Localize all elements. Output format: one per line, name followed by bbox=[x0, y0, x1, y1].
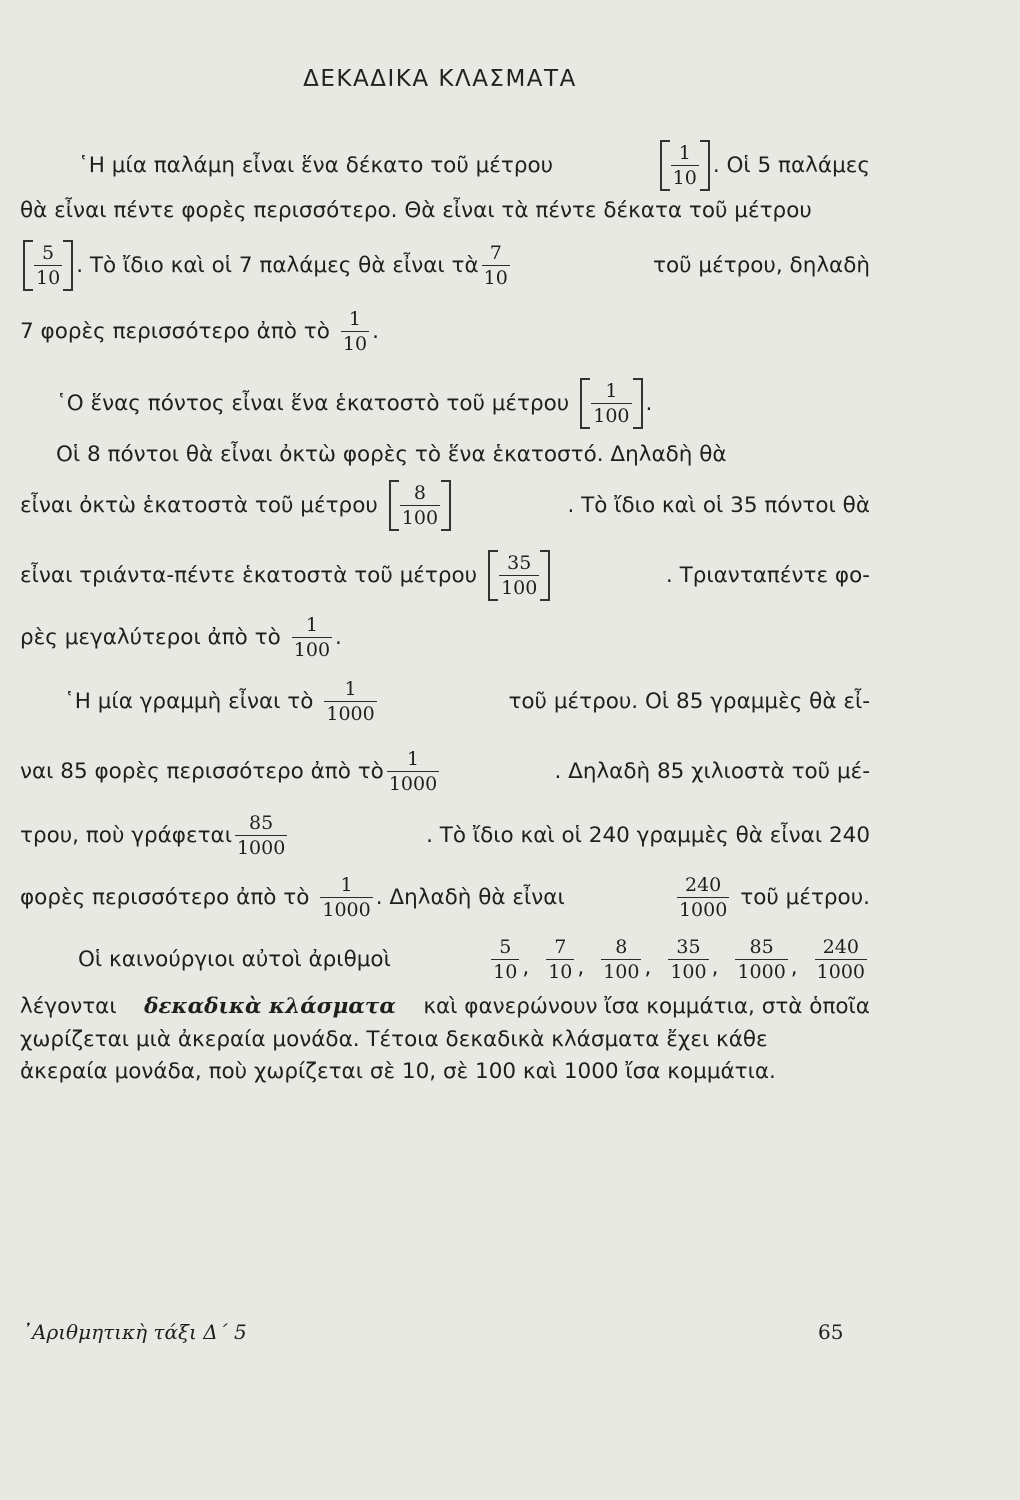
bracket-fraction bbox=[660, 140, 710, 191]
fraction bbox=[292, 614, 332, 661]
fraction bbox=[400, 482, 440, 529]
text: τοῦ μέτρου, δηλαδὴ bbox=[653, 252, 870, 278]
fraction bbox=[499, 552, 539, 599]
p4-line1 bbox=[20, 936, 870, 983]
fraction bbox=[668, 936, 708, 983]
list-fraction bbox=[598, 936, 651, 983]
text: 7 φορὲς περισσότερο ἀπὸ τὸ bbox=[20, 318, 330, 344]
text: εἶναι ὀκτὼ ἑκατοστὰ τοῦ μέτρου bbox=[20, 492, 378, 518]
fraction bbox=[235, 812, 287, 859]
fraction bbox=[735, 936, 787, 983]
text: θὰ εἶναι πέντε φορὲς περισσότερο. Θὰ εἶναι τὰ πέντε δέκατα τοῦ μέτρου bbox=[20, 198, 812, 223]
text: . Δηλαδὴ θὰ εἶναι bbox=[375, 884, 565, 910]
emphasized-term: δεκαδικὰ κλάσματα bbox=[144, 994, 396, 1019]
text: . Δηλαδὴ 85 χιλιοστὰ τοῦ μέ- bbox=[554, 758, 870, 784]
fraction-denominator: 100 bbox=[603, 961, 640, 983]
page-title: ΔΕΚΑΔΙΚΑ ΚΛΑΣΜΑΤΑ bbox=[303, 66, 577, 92]
fraction-numerator: 1 bbox=[605, 380, 618, 402]
fraction-numerator: 35 bbox=[676, 936, 701, 958]
text: ναι 85 φορὲς περισσότερο ἀπὸ τὸ bbox=[20, 758, 384, 784]
p2-line2 bbox=[20, 440, 870, 470]
fraction-numerator: 1 bbox=[344, 678, 357, 700]
fraction-denominator: 10 bbox=[493, 961, 518, 983]
list-fraction bbox=[732, 936, 797, 983]
separator: , bbox=[577, 955, 585, 980]
fraction bbox=[387, 748, 439, 795]
separator: , bbox=[522, 955, 530, 980]
text: εἶναι τριάντα-πέντε ἑκατοστὰ τοῦ μέτρου bbox=[20, 562, 478, 588]
fraction bbox=[815, 936, 867, 983]
text: . Τριανταπέντε φο- bbox=[665, 562, 870, 588]
fraction-denominator: 10 bbox=[342, 333, 368, 355]
p4-line4 bbox=[20, 1057, 870, 1087]
list-fraction bbox=[665, 936, 718, 983]
fraction-denominator: 100 bbox=[593, 405, 630, 427]
list-fraction bbox=[488, 936, 529, 983]
fraction-list bbox=[474, 936, 870, 983]
text: ἀκεραία μονάδα, ποὺ χωρίζεται σὲ 10, σὲ 100 καὶ 1000 ἴσα κομμάτια. bbox=[20, 1059, 776, 1084]
p2-line3 bbox=[20, 480, 870, 531]
text: τρου, ποὺ γράφεται bbox=[20, 822, 232, 848]
text: ρὲς μεγαλύτεροι ἀπὸ τὸ bbox=[20, 624, 281, 650]
list-fraction bbox=[812, 936, 870, 983]
text: καὶ φανερώνουν ἴσα κομμάτια, στὰ ὁποῖα bbox=[423, 994, 870, 1019]
p3-line3 bbox=[20, 812, 870, 859]
text: . bbox=[645, 390, 653, 416]
fraction bbox=[671, 142, 699, 189]
bracket-fraction bbox=[488, 550, 550, 601]
fraction bbox=[677, 874, 729, 921]
fraction-denominator: 1000 bbox=[816, 961, 865, 983]
separator: , bbox=[644, 955, 652, 980]
p3-line4 bbox=[20, 874, 870, 921]
p1-line3 bbox=[20, 240, 870, 291]
fraction-denominator: 1000 bbox=[322, 899, 371, 921]
fraction bbox=[320, 874, 372, 921]
fraction-numerator: 7 bbox=[554, 936, 567, 958]
text: φορὲς περισσότερο ἀπὸ τὸ bbox=[20, 884, 310, 910]
fraction-denominator: 100 bbox=[401, 507, 439, 529]
fraction bbox=[482, 242, 510, 289]
list-fraction bbox=[543, 936, 584, 983]
text: χωρίζεται μιὰ ἀκεραία μονάδα. Τέτοια δεκαδικὰ κλάσματα ἔχει κάθε bbox=[20, 1027, 768, 1052]
p3-line1 bbox=[20, 678, 870, 725]
fraction-denominator: 10 bbox=[548, 961, 573, 983]
separator: , bbox=[711, 955, 719, 980]
text: . Τὸ ἴδιο καὶ οἱ 7 παλάμες θὰ εἶναι τὰ bbox=[76, 252, 479, 278]
p1-line4 bbox=[20, 308, 870, 355]
fraction-denominator: 1000 bbox=[737, 961, 786, 983]
text: . Τὸ ἴδιο καὶ οἱ 240 γραμμὲς θὰ εἶναι 240 bbox=[426, 822, 870, 848]
text: τοῦ μέτρου. Οἱ 85 γραμμὲς θὰ εἶ- bbox=[508, 688, 870, 714]
fraction-numerator: 1 bbox=[305, 614, 318, 636]
fraction-denominator: 10 bbox=[483, 267, 508, 289]
p4-line2 bbox=[20, 992, 870, 1022]
fraction-numerator: 8 bbox=[413, 482, 426, 504]
p1-line2 bbox=[20, 196, 870, 226]
fraction-numerator: 1 bbox=[678, 142, 691, 164]
fraction-denominator: 1000 bbox=[236, 837, 286, 859]
text: ῾Η μία παλάμη εἶναι ἕνα δέκατο τοῦ μέτρου bbox=[78, 152, 554, 178]
fraction-numerator: 7 bbox=[489, 242, 502, 264]
fraction-denominator: 10 bbox=[36, 267, 61, 289]
text: . bbox=[335, 624, 342, 650]
fraction bbox=[546, 936, 574, 983]
text: ῾Ο ἕνας πόντος εἶναι ἕνα ἑκατοστὸ τοῦ μέτρου bbox=[56, 390, 570, 416]
p3-line2 bbox=[20, 748, 870, 795]
p2-line5 bbox=[20, 614, 870, 661]
fraction bbox=[341, 308, 369, 355]
text: . bbox=[372, 318, 379, 344]
fraction-numerator: 35 bbox=[507, 552, 532, 574]
text: Οἱ καινούργιοι αὐτοὶ ἀριθμοὶ bbox=[78, 946, 391, 972]
footer-book-title: ᾿Αριθμητικὴ τάξι Δ΄ 5 bbox=[22, 1320, 247, 1344]
fraction-numerator: 5 bbox=[499, 936, 512, 958]
fraction bbox=[34, 242, 62, 289]
fraction-numerator: 1 bbox=[406, 748, 420, 770]
fraction-denominator: 1000 bbox=[326, 703, 375, 725]
text: τοῦ μέτρου. bbox=[740, 884, 870, 910]
fraction-numerator: 1 bbox=[340, 874, 353, 896]
fraction-denominator: 1000 bbox=[388, 773, 438, 795]
fraction bbox=[601, 936, 641, 983]
page-number: 65 bbox=[818, 1320, 844, 1344]
fraction-numerator: 5 bbox=[42, 242, 55, 264]
bracket-fraction bbox=[389, 480, 451, 531]
p2-line1 bbox=[20, 378, 870, 429]
fraction bbox=[491, 936, 519, 983]
text: . Οἱ 5 παλάμες bbox=[712, 152, 870, 178]
p1-line1 bbox=[20, 140, 870, 191]
fraction-numerator: 85 bbox=[749, 936, 774, 958]
text: . Τὸ ἴδιο καὶ οἱ 35 πόντοι θὰ bbox=[567, 492, 870, 518]
fraction-denominator: 10 bbox=[672, 167, 697, 189]
fraction-numerator: 85 bbox=[249, 812, 274, 834]
separator: , bbox=[790, 955, 798, 980]
bracket-fraction bbox=[580, 378, 642, 429]
fraction-numerator: 1 bbox=[348, 308, 362, 330]
p4-line3 bbox=[20, 1025, 870, 1055]
fraction-numerator: 240 bbox=[684, 874, 722, 896]
fraction-denominator: 100 bbox=[670, 961, 707, 983]
p2-line4 bbox=[20, 550, 870, 601]
fraction-numerator: 8 bbox=[615, 936, 628, 958]
fraction-numerator: 240 bbox=[822, 936, 859, 958]
fraction-denominator: 1000 bbox=[678, 899, 728, 921]
fraction bbox=[591, 380, 631, 427]
bracket-fraction bbox=[23, 240, 73, 291]
fraction-denominator: 100 bbox=[293, 639, 331, 661]
fraction bbox=[324, 678, 376, 725]
fraction-denominator: 100 bbox=[501, 577, 538, 599]
text: λέγονται bbox=[20, 994, 117, 1019]
text: ῾Η μία γραμμὴ εἶναι τὸ bbox=[64, 688, 314, 714]
text: Οἱ 8 πόντοι θὰ εἶναι ὀκτὼ φορὲς τὸ ἕνα ἑκατοστό. Δηλαδὴ θὰ bbox=[56, 442, 727, 467]
